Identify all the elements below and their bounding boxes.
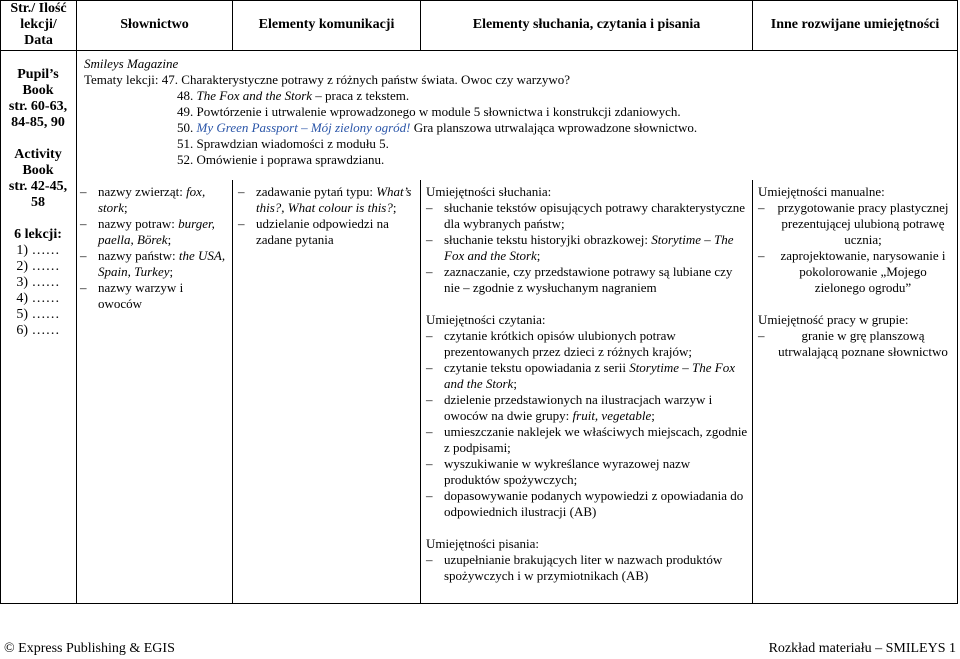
left-column-line: 58 <box>31 195 45 210</box>
list-item-text: słuchanie tekstów opisujących potrawy charakterystyczne dla wybranych państw; <box>444 200 746 231</box>
skills-lrw <box>426 184 748 584</box>
left-column-line: str. 42-45, <box>8 179 68 194</box>
list-item-tail: ; <box>392 200 397 215</box>
list-item-tail: ; <box>124 200 128 215</box>
list-item-text: zaprojektowanie, narysowanie i pokolorowanie „Mojego zielonego ogrodu” <box>780 248 946 295</box>
list-item-text: czytanie tekstu opowiadania z serii <box>444 360 630 375</box>
list-item-text: udzielanie odpowiedzi na zadane pytania <box>256 216 389 247</box>
list-item <box>80 280 228 312</box>
list-item <box>426 392 748 424</box>
col-divider-3 <box>420 180 421 604</box>
list-item <box>426 232 748 264</box>
list-item-text: umieszczanie naklejek we właściwych miejscach, zgodnie z podpisami; <box>444 424 748 455</box>
list-item <box>426 360 748 392</box>
list-item-italic: What’s this?, What colour is this? <box>256 184 412 215</box>
list-item-tail: ; <box>167 232 172 247</box>
list-item-italic: fruit, vegetable <box>572 408 652 423</box>
topic-52: 52. Omówienie i poprawa sprawdzianu. <box>177 152 385 167</box>
communication-list <box>238 184 416 248</box>
left-column-line: Book <box>22 163 54 178</box>
list-item-italic: Storytime – The Fox and the Stork <box>444 360 735 391</box>
list-item <box>426 264 748 296</box>
left-column-line: Book <box>22 83 54 98</box>
topic-50-rest: Gra planszowa utrwalająca wprowadzone słownictwo. <box>413 120 698 135</box>
manual-title: Umiejętności manualne: <box>758 184 885 199</box>
header-line: Data <box>24 33 53 48</box>
left-column-line: 5) …… <box>16 307 60 322</box>
list-item-text: przygotowanie pracy plastycznej prezentującej ulubioną potrawę ucznia; <box>777 200 949 247</box>
col-divider-2 <box>232 180 233 604</box>
list-item-italic: burger, paella, Börek <box>98 216 215 247</box>
writing-list <box>426 552 748 584</box>
left-column-line: str. 60-63, <box>8 99 68 114</box>
writing-title: Umiejętności pisania: <box>426 536 540 551</box>
reading-title: Umiejętności czytania: <box>426 312 546 327</box>
book-pages-lessons <box>1 67 75 339</box>
list-item <box>426 424 748 456</box>
list-item-text: dopasowywanie podanych wypowiedzi z opowiadania do odpowiednich ilustracji (AB) <box>444 488 744 519</box>
list-item <box>80 184 228 216</box>
list-item-text: zaznaczanie, czy przedstawione potrawy są lubiane czy nie – zgodnie z wysłuchanym nagraniem <box>444 264 733 295</box>
list-item-tail: ; <box>169 264 174 279</box>
lesson-topics <box>84 56 944 168</box>
topic-51: 51. Sprawdzian wiadomości z modułu 5. <box>177 136 389 151</box>
header-line: lekcji/ <box>20 17 57 32</box>
vocabulary-list <box>80 184 228 312</box>
topic-48-title: The Fox and the Stork <box>196 88 313 103</box>
list-item-text: czytanie krótkich opisów ulubionych potraw prezentowanych przez dzieci z różnych krajów; <box>444 328 692 359</box>
list-item-italic: the USA, Spain, Turkey <box>98 248 226 279</box>
left-column-line: 4) …… <box>16 291 60 306</box>
list-item <box>758 328 950 360</box>
list-item <box>238 216 416 248</box>
header-page-lessons-date <box>1 0 76 50</box>
list-item <box>80 248 228 280</box>
list-item-text: uzupełnianie brakujących liter w nazwach produktów spożywczych i w przymiotnikach (AB) <box>444 552 723 583</box>
left-column-line: Activity <box>14 147 62 162</box>
left-column-line: Pupil’s <box>17 67 59 82</box>
header-communication: Elementy komunikacji <box>258 17 395 32</box>
list-item <box>238 184 416 216</box>
header-vocabulary: Słownictwo <box>120 17 189 32</box>
listening-title: Umiejętności słuchania: <box>426 184 552 199</box>
reading-list <box>426 328 748 520</box>
list-item <box>426 488 748 520</box>
list-item <box>80 216 228 248</box>
left-column-line <box>1 131 75 147</box>
topic-47 <box>84 72 944 88</box>
list-item-tail: ; <box>651 408 655 423</box>
list-item-text: nazwy warzyw i owoców <box>98 280 184 311</box>
left-column-line: 1) …… <box>16 243 60 258</box>
magazine-title: Smileys Magazine <box>84 56 179 71</box>
left-column-line <box>1 211 75 227</box>
list-item-text: słuchanie tekstu historyjki obrazkowej: <box>444 232 652 247</box>
list-item-text: dzielenie przedstawionych na ilustracjach warzyw i owoców na dwie grupy: <box>444 392 713 423</box>
col-divider-4 <box>752 180 753 604</box>
list-item-text: granie w grę planszową utrwalającą poznane słownictwo <box>778 328 948 359</box>
list-item-text: nazwy potraw: <box>98 216 179 231</box>
list-item-text: wyszukiwanie w wykreślance wyrazowej nazw produktów spożywczych; <box>444 456 691 487</box>
list-item <box>426 328 748 360</box>
group-title: Umiejętność pracy w grupie: <box>758 312 909 327</box>
list-item-tail: ; <box>536 248 541 263</box>
topic-48 <box>84 88 944 104</box>
topic-50-title: My Green Passport – Mój zielony ogród! <box>196 120 411 135</box>
left-column-line: 6) …… <box>16 323 60 338</box>
header-divider <box>0 50 958 51</box>
list-item <box>758 248 950 296</box>
list-item <box>426 456 748 488</box>
group-list <box>758 328 950 360</box>
list-item <box>758 200 950 248</box>
left-column-line: 3) …… <box>16 275 60 290</box>
list-item-text: nazwy państw: <box>98 248 179 263</box>
header-listening-reading-writing: Elementy słuchania, czytania i pisania <box>472 17 701 32</box>
header-line: Str./ Ilość <box>10 1 67 16</box>
table-border-bottom <box>0 603 958 604</box>
table-border-right <box>957 0 958 604</box>
list-item-text: zadawanie pytań typu: <box>256 184 377 199</box>
listening-list <box>426 200 748 296</box>
topic-48-num: 48. <box>177 88 194 103</box>
header-other-skills: Inne rozwijane umiejętności <box>770 17 940 32</box>
topic-50 <box>84 120 944 136</box>
list-item <box>426 552 748 584</box>
topic-47-text: 47. Charakterystyczne potrawy z różnych państw świata. Owoc czy warzywo? <box>161 72 571 87</box>
left-column-line: 6 lekcji: <box>14 227 62 242</box>
list-item-italic: Storytime – The Fox and the Stork <box>444 232 734 263</box>
footer-title: Rozkład materiału – SMILEYS 1 <box>768 641 956 656</box>
topics-label: Tematy lekcji: <box>84 72 159 87</box>
left-column-line: 2) …… <box>16 259 60 274</box>
list-item <box>426 200 748 232</box>
topic-49: 49. Powtórzenie i utrwalenie wprowadzonego w module 5 słownictwa i konstrukcji zdaniowych. <box>177 104 681 119</box>
list-item-tail: ; <box>513 376 517 391</box>
list-item-text: nazwy zwierząt: <box>98 184 187 199</box>
topic-48-rest: – praca z tekstem. <box>315 88 410 103</box>
col-divider-1 <box>76 0 77 604</box>
topic-50-num: 50. <box>177 120 194 135</box>
other-skills <box>758 184 950 360</box>
list-item-italic: fox, stork <box>98 184 206 215</box>
footer-copyright: © Express Publishing & EGIS <box>4 641 175 656</box>
left-column-line: 84-85, 90 <box>11 115 65 130</box>
manual-list <box>758 200 950 296</box>
